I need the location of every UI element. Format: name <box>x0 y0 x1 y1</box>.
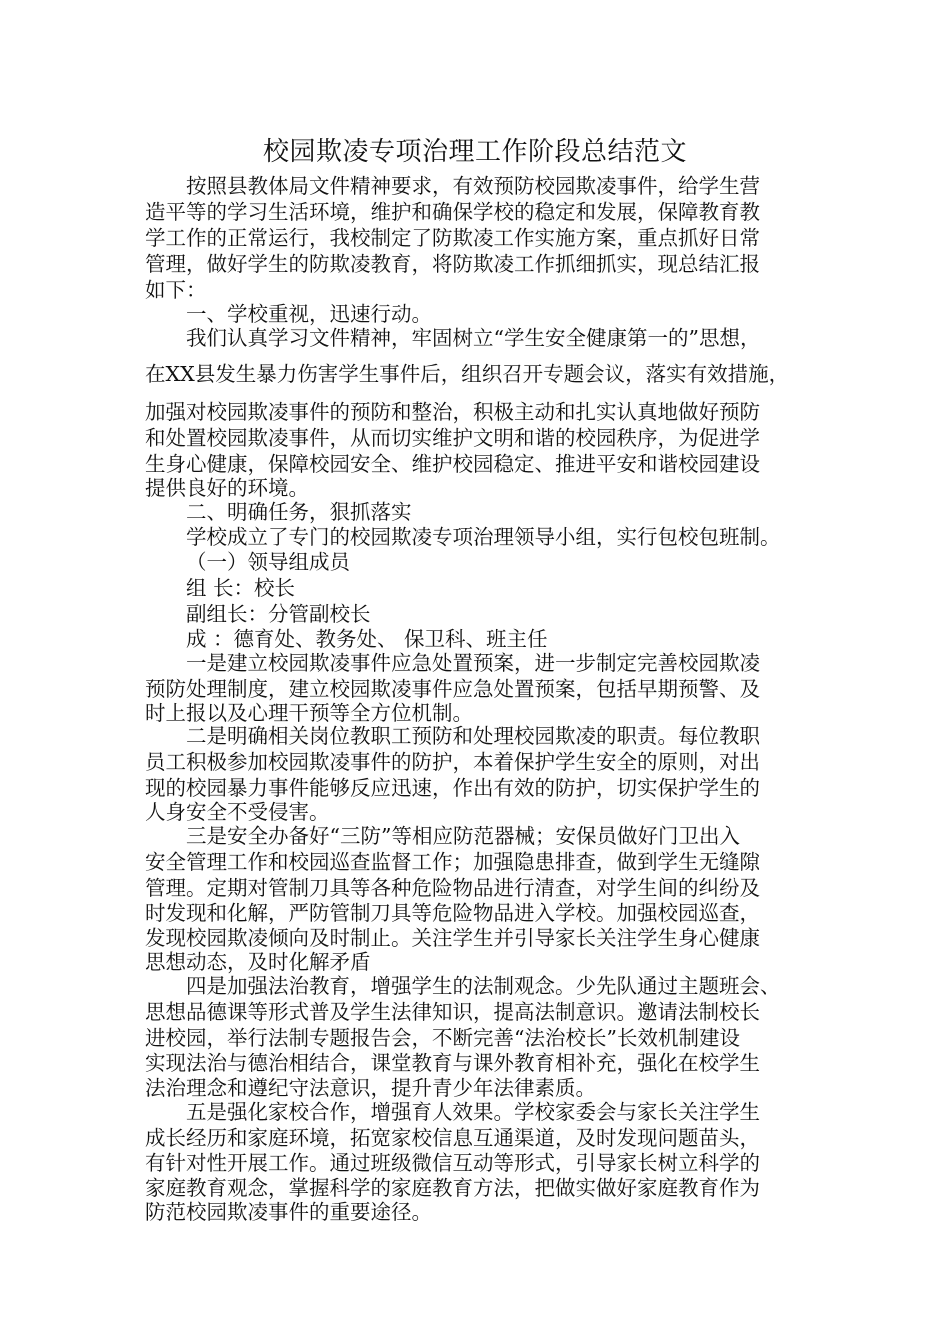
paragraph-line: 时上报以及心理干预等全方位机制。 <box>145 701 473 725</box>
member-line: 副组长：分管副校长 <box>186 602 371 626</box>
section-heading: 一、学校重视，迅速行动。 <box>186 302 432 326</box>
subsection-heading: （一）领导组成员 <box>186 550 350 574</box>
paragraph-line: 三是安全办备好“三防”等相应防范器械；安保员做好门卫出入 <box>186 824 740 848</box>
paragraph-line: 时发现和化解，严防管制刀具等危险物品进入学校。加强校园巡查， <box>145 901 760 925</box>
paragraph-line: 思想品德课等形式普及学生法律知识，提高法制意识。邀请法制校长 <box>145 1000 760 1024</box>
member-line: 成 ：德育处、教务处、 保卫科、班主任 <box>186 627 548 651</box>
paragraph-line: 学校成立了专门的校园欺凌专项治理领导小组，实行包校包班制。 <box>186 525 781 549</box>
paragraph-line: 管理。定期对管制刀具等各种危险物品进行清查，对学生间的纠纷及 <box>145 876 760 900</box>
paragraph-line: 员工积极参加校园欺凌事件的防护，本着保护学生安全的原则，对出 <box>145 750 760 774</box>
paragraph-line: 有针对性开展工作。通过班级微信互动等形式，引导家长树立科学的 <box>145 1151 760 1175</box>
paragraph-line: 在XX县发生暴力伤害学生事件后，组织召开专题会议，落实有效措施， <box>145 362 790 386</box>
paragraph-line: 预防处理制度，建立校园欺凌事件应急处置预案，包括早期预警、及 <box>145 677 760 701</box>
paragraph-line: 法治理念和遵纪守法意识，提升青少年法律素质。 <box>145 1076 596 1100</box>
paragraph-line: 加强对校园欺凌事件的预防和整治，积极主动和扎实认真地做好预防 <box>145 400 760 424</box>
paragraph-line: 我们认真学习文件精神，牢固树立“学生安全健康第一的”思想， <box>186 326 761 350</box>
paragraph-line: 成长经历和家庭环境，拓宽家校信息互通渠道，及时发现问题苗头， <box>145 1126 760 1150</box>
paragraph-line: 生身心健康，保障校园安全、维护校园稳定、推进平安和谐校园建设 <box>145 452 760 476</box>
paragraph-line: 二是明确相关岗位教职工预防和处理校园欺凌的职责。每位教职 <box>186 724 760 748</box>
paragraph-line: 发现校园欺凌倾向及时制止。关注学生并引导家长关注学生身心健康 <box>145 926 760 950</box>
paragraph-line: 防范校园欺凌事件的重要途径。 <box>145 1200 432 1224</box>
paragraph-line: 四是加强法治教育，增强学生的法制观念。少先队通过主题班会、 <box>186 974 781 998</box>
section-heading: 二、明确任务，狠抓落实 <box>186 500 412 524</box>
paragraph-line: 现的校园暴力事件能够反应迅速，作出有效的防护，切实保护学生的 <box>145 776 760 800</box>
paragraph-line: 思想动态，及时化解矛盾 <box>145 950 371 974</box>
paragraph-line: 管理，做好学生的防欺凌教育，将防欺凌工作抓细抓实，现总结汇报 <box>145 252 760 276</box>
member-line: 组 长：校长 <box>186 576 296 600</box>
paragraph-line: 按照县教体局文件精神要求，有效预防校园欺凌事件，给学生营 <box>186 174 760 198</box>
paragraph-line: 一是建立校园欺凌事件应急处置预案，进一步制定完善校园欺凌 <box>186 651 760 675</box>
document-title: 校园欺凌专项治理工作阶段总结范文 <box>262 137 687 167</box>
paragraph-line: 人身安全不受侵害。 <box>145 800 330 824</box>
paragraph-line: 实现法治与德治相结合，课堂教育与课外教育相补充，强化在校学生 <box>145 1051 760 1075</box>
paragraph-line: 五是强化家校合作，增强育人效果。学校家委会与家长关注学生 <box>186 1100 760 1124</box>
paragraph-line: 造平等的学习生活环境，维护和确保学校的稳定和发展，保障教育教 <box>145 200 760 224</box>
paragraph-line: 进校园，举行法制专题报告会，不断完善“法治校长”长效机制建设 <box>145 1026 740 1050</box>
paragraph-line: 家庭教育观念，掌握科学的家庭教育方法，把做实做好家庭教育作为 <box>145 1176 760 1200</box>
paragraph-line: 提供良好的环境。 <box>145 476 309 500</box>
paragraph-line: 如下： <box>145 278 207 302</box>
paragraph-line: 学工作的正常运行，我校制定了防欺凌工作实施方案，重点抓好日常 <box>145 226 760 250</box>
paragraph-line: 安全管理工作和校园巡查监督工作；加强隐患排查，做到学生无缝隙 <box>145 850 760 874</box>
paragraph-line: 和处置校园欺凌事件，从而切实维护文明和谐的校园秩序，为促进学 <box>145 426 760 450</box>
